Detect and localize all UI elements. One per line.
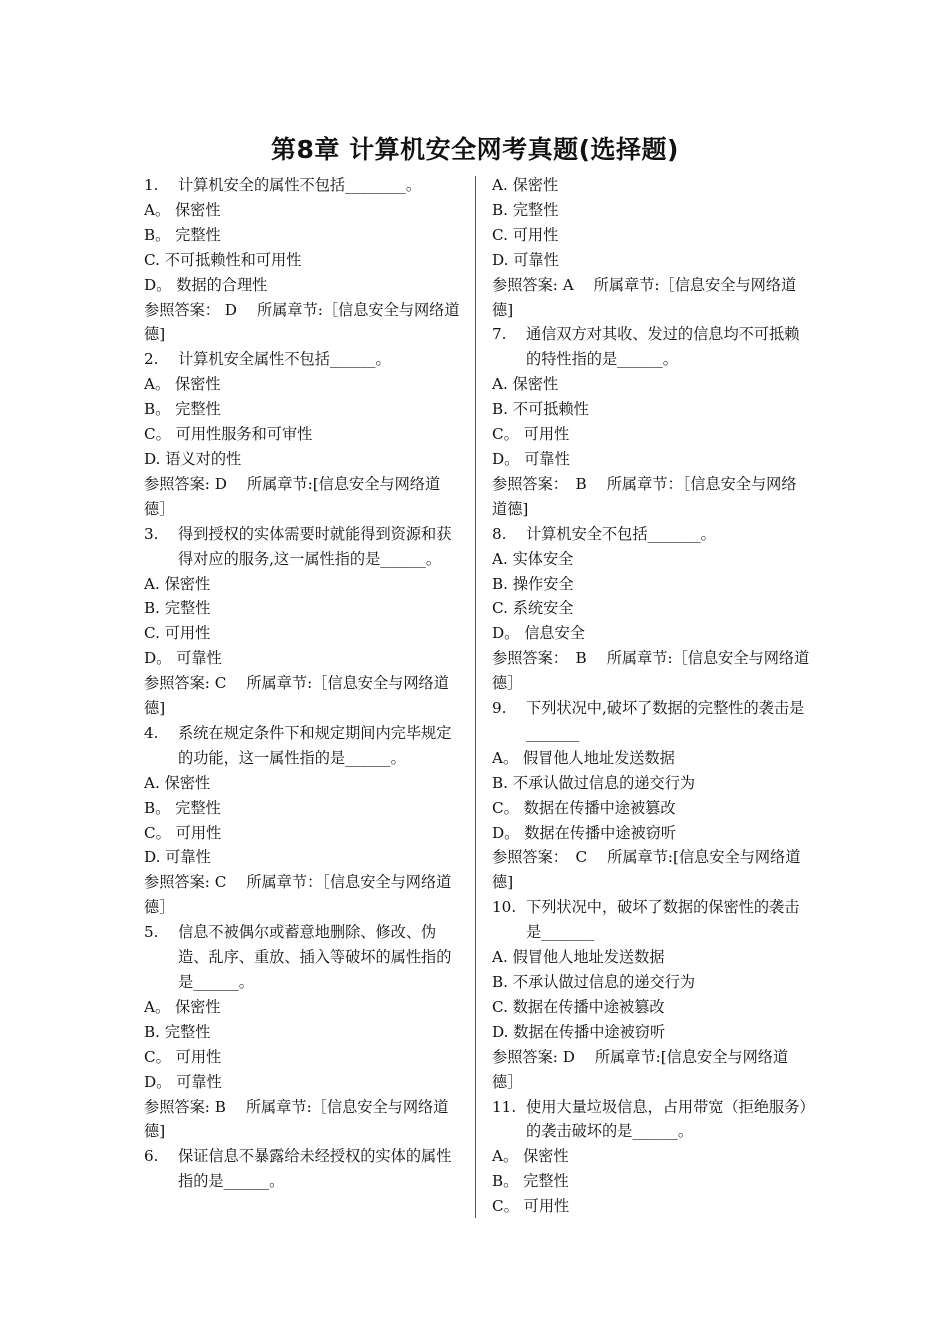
answer-option: A. 假冒他人地址发送数据 xyxy=(492,948,665,967)
answer-option: A。 假冒他人地址发送数据 xyxy=(492,748,675,767)
question-text: 通信双方对其收、发过的信息均不可抵赖的特性指的是______。 xyxy=(526,325,800,369)
question xyxy=(492,895,810,945)
answer-option: B。 完整性 xyxy=(492,1172,569,1191)
reference-answer: 参照答案: B 所属章节:［信息安全与网络道德] xyxy=(144,1097,449,1141)
answer-option: C。 可用性 xyxy=(144,1047,222,1066)
reference-answer: 参照答案： C 所属章节:[信息安全与网络道德] xyxy=(492,848,801,892)
question xyxy=(144,721,462,771)
answer-option: A. 保密性 xyxy=(144,773,211,792)
answer-option: C. 系统安全 xyxy=(492,599,574,618)
answer-option: C. 可用性 xyxy=(144,624,211,643)
question-text: 得到授权的实体需要时就能得到资源和获得对应的服务,这一属性指的是______。 xyxy=(178,524,452,568)
reference-answer: 参照答案: C 所属章节：［信息安全与网络道德］ xyxy=(144,873,452,917)
answer-option: B. 不可抵赖性 xyxy=(492,400,589,419)
question-number: 7. xyxy=(492,325,507,344)
reference-answer: 参照答案: D 所属章节:[信息安全与网络道德］ xyxy=(144,474,441,518)
question xyxy=(492,1095,810,1145)
question-number: 8. xyxy=(492,524,507,543)
question xyxy=(144,173,462,198)
answer-option: B。 完整性 xyxy=(144,798,221,817)
answer-option: B。 完整性 xyxy=(144,225,221,244)
answer-option: C. 数据在传播中途被篡改 xyxy=(492,997,665,1016)
reference-answer: 参照答案： B 所属章节：［信息安全与网络道德] xyxy=(492,474,797,518)
page-title: 第8章 计算机安全网考真题(选择题) xyxy=(271,135,679,164)
answer-option: B. 不承认做过信息的递交行为 xyxy=(492,973,696,991)
question-number: 11. xyxy=(492,1097,517,1116)
question-text: 下列状况中,破坏了数据的完整性的袭击是_______ xyxy=(526,699,805,742)
reference-answer: 参照答案： D 所属章节:［信息安全与网络道德] xyxy=(144,300,460,344)
question-text: 计算机安全的属性不包括________。 xyxy=(178,176,421,194)
answer-option: B. 完整性 xyxy=(144,599,211,618)
answer-option: B。 完整性 xyxy=(144,400,221,419)
question-number: 1. xyxy=(144,176,159,194)
question xyxy=(144,1144,462,1194)
answer-option: D. 数据在传播中途被窃听 xyxy=(492,1022,666,1041)
question-number: 6. xyxy=(144,1147,159,1166)
answer-option: D. 语义对的性 xyxy=(144,449,242,468)
answer-option: C. 不可抵赖性和可用性 xyxy=(144,250,302,269)
answer-option: C。 数据在传播中途被篡改 xyxy=(492,798,676,817)
answer-option: A。 保密性 xyxy=(144,997,221,1016)
answer-option: D。 可靠性 xyxy=(492,449,570,468)
reference-answer: 参照答案: D 所属章节:[信息安全与网络道德］ xyxy=(492,1047,789,1091)
answer-option: D。 可靠性 xyxy=(144,1072,222,1091)
right-column xyxy=(492,173,810,1219)
answer-option: D。 信息安全 xyxy=(492,624,585,643)
answer-option: B. 操作安全 xyxy=(492,574,574,593)
reference-answer: 参照答案: A 所属章节:［信息安全与网络道德] xyxy=(492,275,797,319)
question-text: 使用大量垃圾信息，占用带宽（拒绝服务）的袭击破坏的是______。 xyxy=(526,1097,807,1141)
answer-option: C。 可用性 xyxy=(492,1197,570,1216)
answer-option: A. 保密性 xyxy=(144,574,211,593)
answer-option: D。 可靠性 xyxy=(144,649,222,668)
answer-option: D。 数据的合理性 xyxy=(144,275,268,294)
question-number: 9. xyxy=(492,699,507,718)
question xyxy=(144,522,462,572)
left-column xyxy=(144,173,462,1194)
question-number: 5. xyxy=(144,923,159,942)
answer-option: A。 保密性 xyxy=(144,200,221,219)
question-number: 3. xyxy=(144,524,159,543)
question xyxy=(492,522,810,547)
answer-option: D。 数据在传播中途被窃听 xyxy=(492,823,677,842)
answer-option: B. 不承认做过信息的递交行为 xyxy=(492,773,696,792)
question xyxy=(144,347,462,372)
question-text: 信息不被偶尔或蓄意地删除、修改、伪造、乱序、重放、插入等破坏的属性指的是______。 xyxy=(178,923,452,991)
question xyxy=(492,696,810,746)
answer-option: A. 保密性 xyxy=(492,375,559,394)
question-text: 计算机安全不包括_______。 xyxy=(526,524,716,543)
question-text: 计算机安全属性不包括______。 xyxy=(178,350,391,369)
answer-option: D. 可靠性 xyxy=(144,848,211,867)
question xyxy=(492,322,810,372)
question-text: 下列状况中，破坏了数据的保密性的袭击是_______ xyxy=(526,898,800,942)
column-divider xyxy=(475,176,476,1218)
answer-option: C。 可用性 xyxy=(492,425,570,444)
answer-option: C。 可用性 xyxy=(144,823,222,842)
answer-option: A。 保密性 xyxy=(144,375,221,394)
question-number: 2. xyxy=(144,350,159,369)
answer-option: C. 可用性 xyxy=(492,225,559,244)
question-number: 4. xyxy=(144,723,159,742)
answer-option: D. 可靠性 xyxy=(492,250,559,269)
reference-answer: 参照答案： B 所属章节:［信息安全与网络道德］ xyxy=(492,649,810,693)
answer-option: B. 完整性 xyxy=(144,1022,211,1041)
answer-option: A. 实体安全 xyxy=(492,549,574,568)
answer-option: A。 保密性 xyxy=(492,1147,569,1166)
answer-option: A. 保密性 xyxy=(492,176,559,194)
question-text: 保证信息不暴露给未经授权的实体的属性指的是______。 xyxy=(178,1147,452,1191)
answer-option: C。 可用性服务和可审性 xyxy=(144,425,313,444)
reference-answer: 参照答案: C 所属章节:［信息安全与网络道德] xyxy=(144,674,449,718)
question xyxy=(144,920,462,995)
question-number: 10. xyxy=(492,898,517,917)
answer-option: B. 完整性 xyxy=(492,200,559,219)
question-text: 系统在规定条件下和规定期间内完毕规定的功能，这一属性指的是______。 xyxy=(178,723,452,767)
